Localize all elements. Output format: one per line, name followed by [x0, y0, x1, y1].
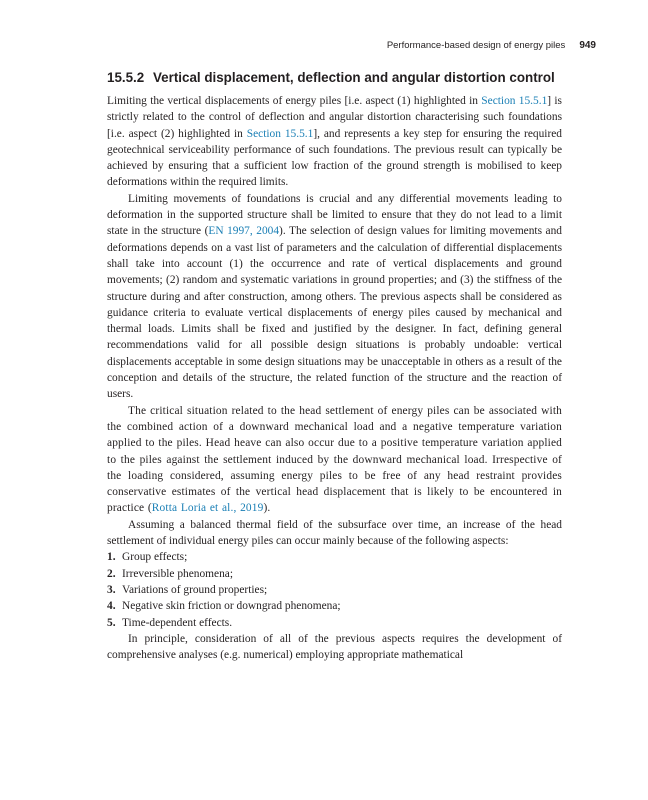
page-number: 949	[579, 40, 596, 51]
paragraph-1	[107, 93, 562, 191]
paragraph-3-text-a: The critical situation related to the head settlement of energy piles can be associated with the combined action of a downward mechanical load and a negative temperature variation applied to the piles. Head heave can also occur due to a positive temperature variation applied to the piles against the settlement induced by the downward mechanical load. Irrespective of the loading considered, assuming energy piles to be free of any head restraint provides conservative estimates of the vertical head displacement that is likely to be encountered in practice (	[107, 404, 562, 515]
section-link[interactable]: Section 15.5.1	[246, 127, 314, 140]
list-text: Negative skin friction or downgrad phenomena;	[122, 600, 341, 613]
section-title: Vertical displacement, deflection and angular distortion control	[152, 70, 555, 85]
paragraph-1-text-c: ], and represents a key step for ensuring the required geotechnical serviceability performance of such foundations. The previous result can typically be achieved by ensuring that a sufficient low fraction of the ground strength is mobilised to keep deformations within the required limits.	[107, 127, 562, 189]
running-head	[387, 40, 596, 51]
list-item	[107, 598, 562, 614]
list-number: 5.	[107, 616, 116, 629]
list-text: Time-dependent effects.	[122, 616, 233, 629]
list-number: 4.	[107, 600, 116, 613]
list-number: 2.	[107, 567, 116, 580]
paragraph-4: Assuming a balanced thermal field of the subsurface over time, an increase of the head settlement of individual energy piles can occur mainly because of the following aspects:	[107, 518, 562, 548]
list-item	[107, 582, 562, 598]
list-text: Irreversible phenomena;	[122, 567, 234, 580]
section-heading	[107, 70, 567, 85]
list-item	[107, 615, 562, 631]
paragraph-1-text-b: ] is strictly related to the control of deflection and angular distortion characterising such foundations [i.e. aspect (2) highlighted in	[107, 95, 562, 140]
paragraph-3-text-b: ).	[263, 502, 271, 515]
list-number: 3.	[107, 583, 116, 596]
section-link[interactable]: Section 15.5.1	[481, 95, 548, 107]
running-title: Performance-based design of energy piles	[386, 40, 566, 51]
list-text: Variations of ground properties;	[122, 583, 268, 596]
paragraph-2-text-a: Limiting movements of foundations is crucial and any differential movements leading to deformation in the supported structure shall be limited to ensure that they do not lead to a limit state in the structure (	[107, 192, 562, 238]
paragraph-5: In principle, consideration of all of the previous aspects requires the development of comprehensive analyses (e.g. numerical) employing appropriate mathematical	[107, 632, 562, 662]
paragraph-2-text-b: ). The selection of design values for limiting movements and deformations depends on a vast list of parameters and the calculation of differential displacements shall take into account (1) the occurrence and rate of vertical displacements and ground movements; (2) random and systematic variations in ground properties; and (3) the stiffness of the structure during and after construction, among others. The previous aspects shall be considered as guidance criteria to evaluate vertical displacements of energy piles caused by mechanical and thermal loads. Limits shall be fixed and justified by the designer. In fact, defining general recommendations valid for all possible design situations is probably undoable: vertical displacements acceptable in some design situations may be unacceptable in others as a result of the conception and details of the structure, the related function of the structure and the reaction of users.	[107, 225, 562, 401]
body-text	[107, 93, 562, 663]
paragraph-2	[107, 191, 562, 403]
list-item	[107, 566, 562, 582]
citation-link[interactable]: Rotta Loria et al., 2019	[151, 502, 264, 515]
citation-link[interactable]: EN 1997, 2004	[208, 225, 280, 238]
aspects-list	[107, 549, 562, 630]
list-text: Group effects;	[122, 551, 188, 564]
paragraph-3	[107, 403, 562, 517]
paragraph-1-text-a: Limiting the vertical displacements of energy piles [i.e. aspect (1) highlighted in	[107, 95, 482, 107]
section-number: 15.5.2	[107, 70, 145, 85]
list-number: 1.	[107, 551, 116, 564]
list-item	[107, 549, 562, 565]
